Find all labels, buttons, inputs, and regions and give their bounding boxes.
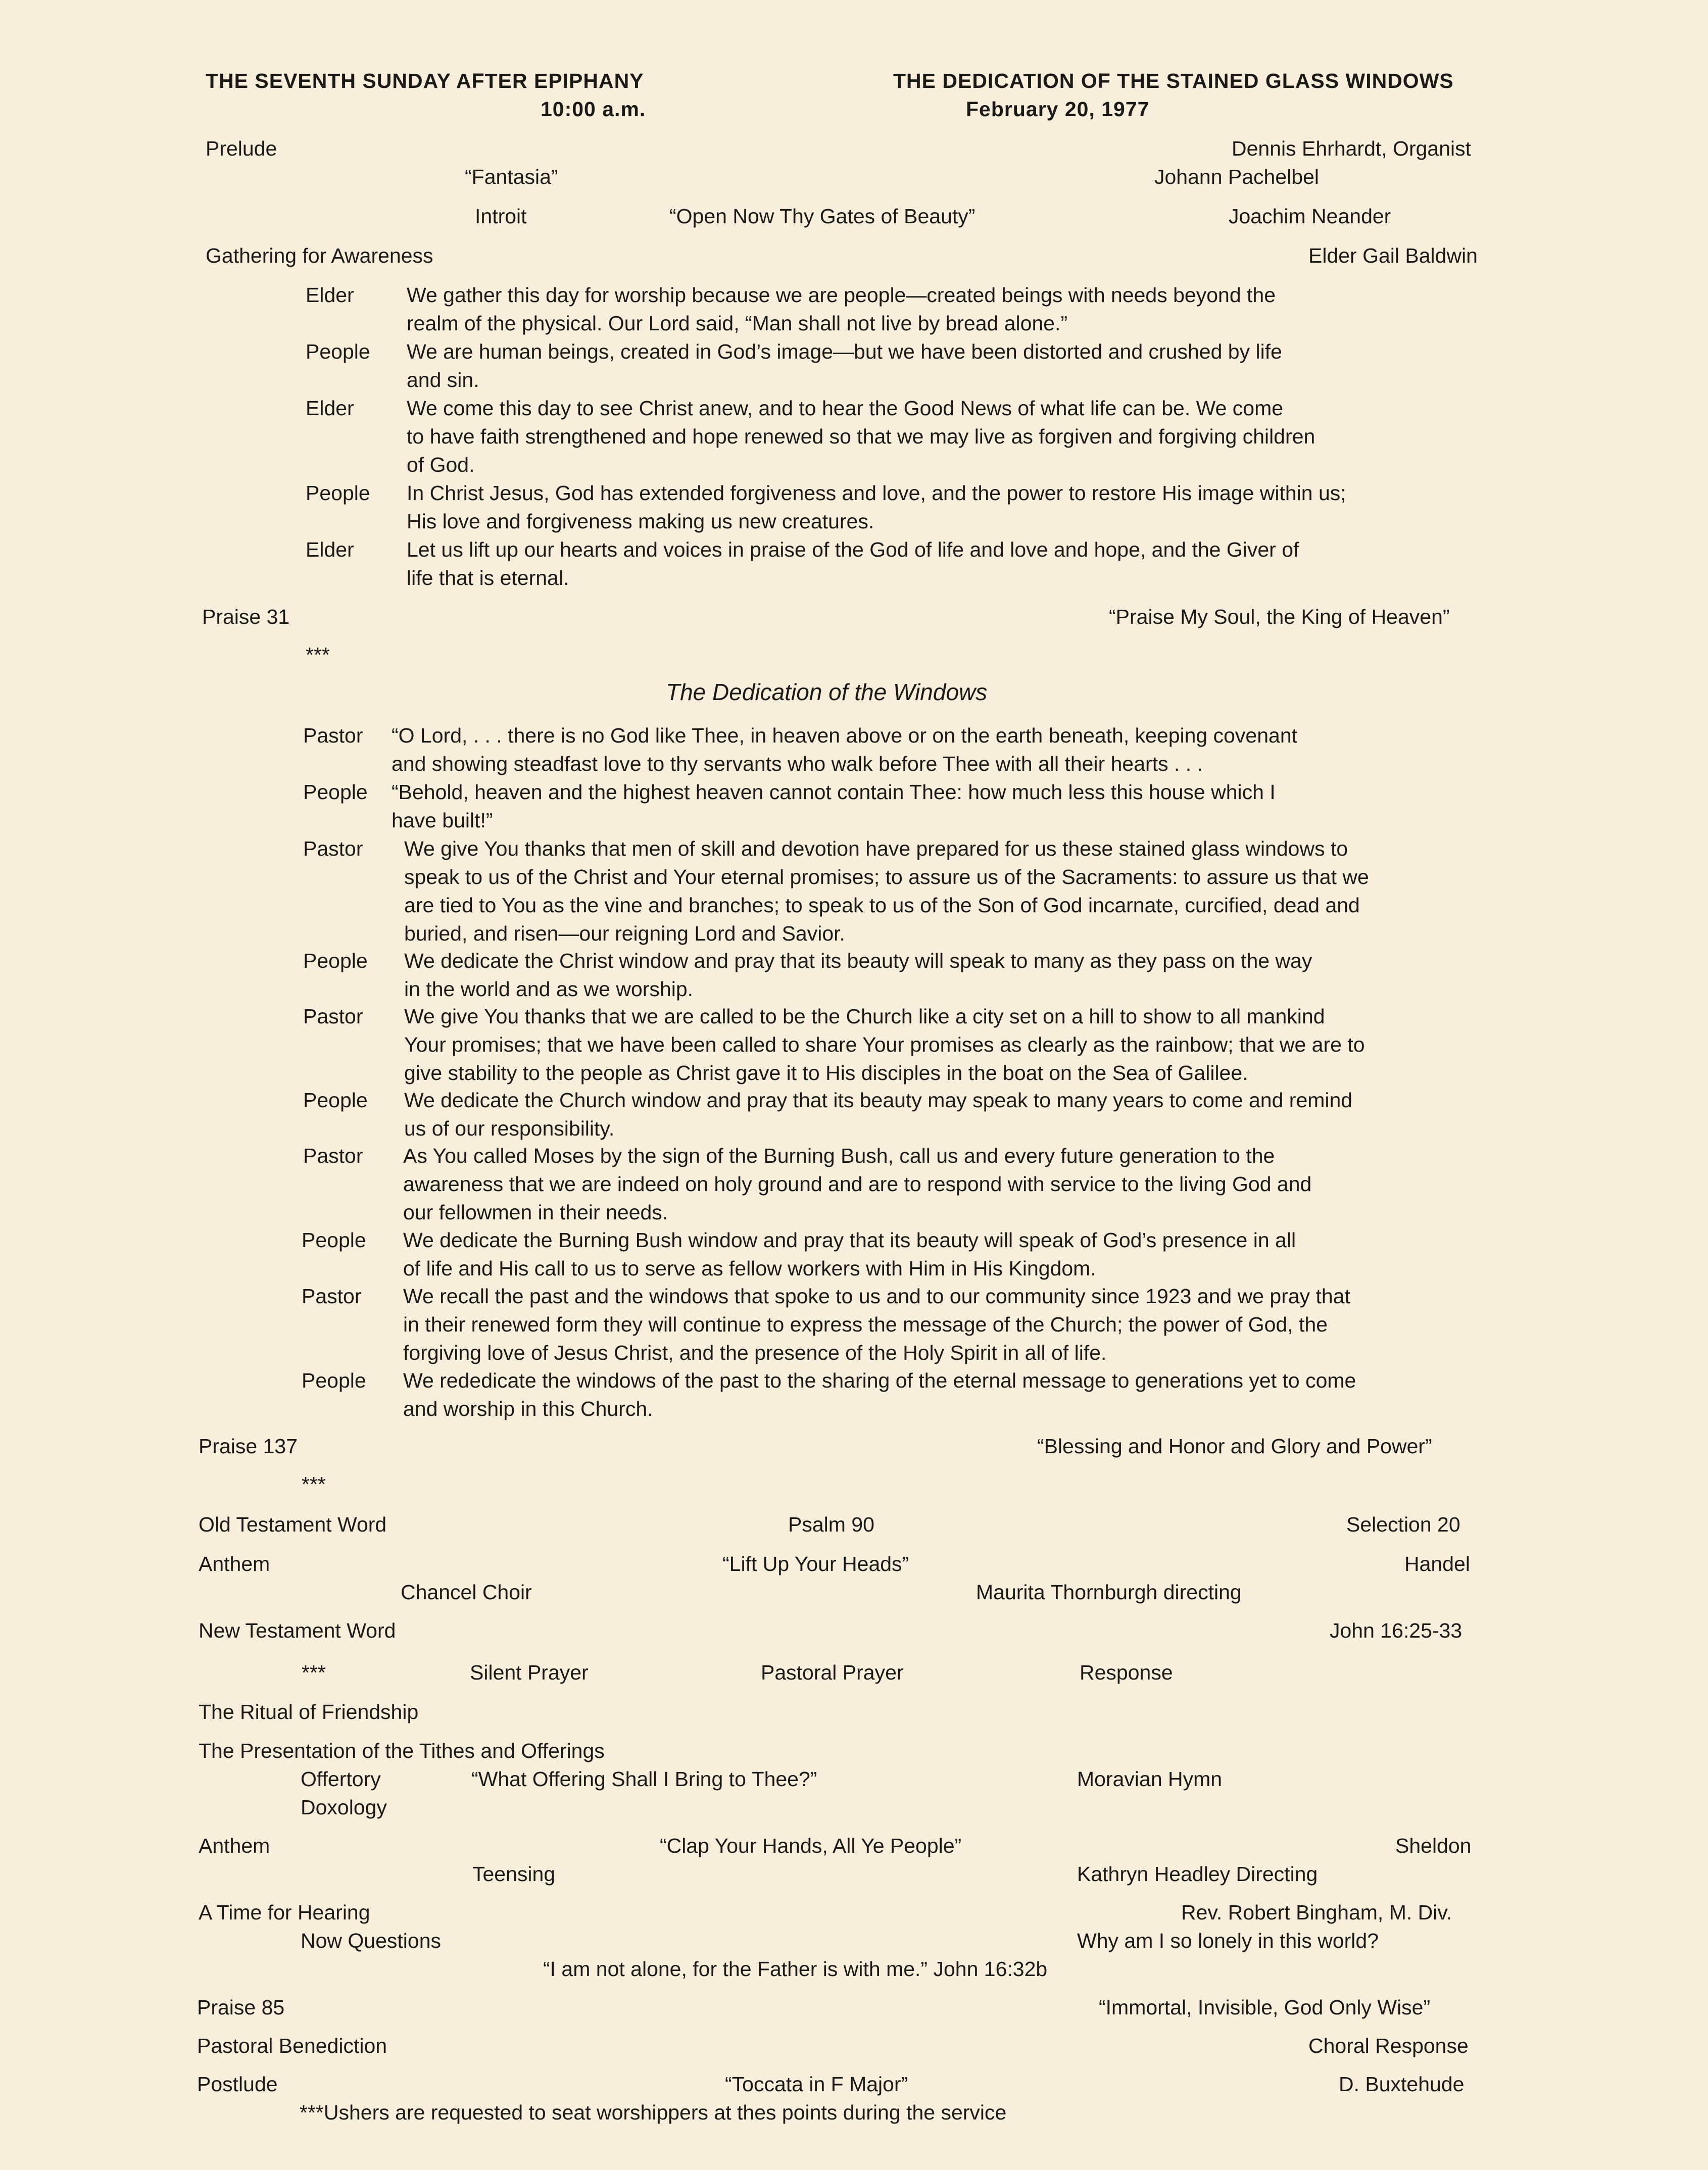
litany-text: “O Lord, . . . there is no God like Thee, in heaven above or on the earth beneath, keeping covenant and showing steadfast love to thy servants who walk before Thee with all their hearts . . . — [392, 724, 1298, 775]
usher-marker: *** — [302, 1661, 326, 1684]
litany-role: People — [303, 780, 368, 804]
friendship-ritual: The Ritual of Friendship — [199, 1700, 419, 1723]
litany-text: We recall the past and the windows that spoke to us and to our community since 1923 and we pray that in their renewed form they will continue to express the message of the Church; the power of God, the forgiving love of Jesus Christ, and the presence of the Holy Spirit in all of life. — [403, 1285, 1350, 1364]
postlude-title: “Toccata in F Major” — [725, 2073, 908, 2096]
litany-text: We are human beings, created in God’s image—but we have been distorted and crushed by life and sin. — [407, 340, 1282, 391]
litany-role: People — [306, 340, 370, 363]
nt-reading: John 16:25-33 — [1330, 1619, 1462, 1642]
litany-text: Let us lift up our hearts and voices in praise of the God of life and love and hope, and the Giver of life that is eternal. — [407, 538, 1299, 589]
introit-label: Introit — [475, 205, 527, 228]
anthem-composer: Handel — [1404, 1552, 1470, 1575]
hearing-sublabel: Now Questions — [301, 1929, 442, 1952]
anthem-label: Anthem — [199, 1834, 270, 1857]
prelude-composer: Johann Pachelbel — [1154, 165, 1319, 188]
pastoral-prayer: Pastoral Prayer — [761, 1661, 904, 1684]
anthem-composer: Sheldon — [1395, 1834, 1472, 1857]
introit-composer: Joachim Neander — [1229, 205, 1391, 228]
prayer-response: Response — [1080, 1661, 1173, 1684]
litany-role: People — [306, 481, 370, 505]
litany-role: Pastor — [303, 1005, 363, 1028]
benediction-label: Pastoral Benediction — [197, 2034, 387, 2057]
usher-marker: *** — [306, 643, 330, 666]
litany-text: We give You thanks that we are called to be the Church like a city set on a hill to show to all mankind Your promises; that we have been called to share Your promises as clearly as the rainbow; that we are to give stability to the people as Christ gave it to His disciples in the boat on the Sea of Galilee. — [404, 1005, 1365, 1084]
ot-word-label: Old Testament Word — [199, 1513, 387, 1536]
doxology: Doxology — [301, 1796, 387, 1819]
litany-text: In Christ Jesus, God has extended forgiveness and love, and the power to restore His image within us; His love and forgiveness making us new creatures. — [407, 481, 1346, 533]
tithes-label: The Presentation of the Tithes and Offerings — [199, 1739, 605, 1762]
litany-text: We rededicate the windows of the past to the sharing of the eternal message to generations yet to come and worship in this Church. — [403, 1369, 1356, 1420]
gathering-leader: Elder Gail Baldwin — [1308, 244, 1478, 267]
litany-text: As You called Moses by the sign of the Burning Bush, call us and every future generation to the awareness that we are indeed on holy ground and are to respond with service to the living God and our fellowmen in their needs. — [403, 1144, 1312, 1224]
praise-31-label: Praise 31 — [202, 605, 290, 628]
prelude-label: Prelude — [206, 137, 277, 160]
choir-name: Chancel Choir — [401, 1581, 532, 1604]
litany-text: We dedicate the Christ window and pray that its beauty will speak to many as they pass on the way in the world and as we worship. — [404, 949, 1312, 1001]
service-title: THE SEVENTH SUNDAY AFTER EPIPHANY — [206, 69, 644, 92]
litany-text: We come this day to see Christ anew, and to hear the Good News of what life can be. We come to have faith strengthened and hope renewed so that we may live as forgiven and forgiving children of God. — [407, 397, 1315, 476]
litany-role: Elder — [306, 283, 354, 307]
anthem-label: Anthem — [199, 1552, 270, 1575]
litany-text: We dedicate the Burning Bush window and pray that its beauty will speak of God’s presence in all of life and His call to us to serve as fellow workers with Him in His Kingdom. — [403, 1228, 1296, 1280]
service-date: February 20, 1977 — [966, 97, 1150, 121]
litany-role: People — [302, 1369, 366, 1392]
gathering-label: Gathering for Awareness — [206, 244, 433, 267]
prelude-piece: “Fantasia” — [465, 165, 558, 188]
litany-role: Elder — [306, 538, 354, 561]
litany-role: Pastor — [302, 1285, 362, 1308]
postlude-composer: D. Buxtehude — [1339, 2073, 1465, 2096]
offertory-label: Offertory — [301, 1767, 381, 1791]
choir-director: Maurita Thornburgh directing — [976, 1581, 1242, 1604]
anthem-title: “Lift Up Your Heads” — [722, 1552, 909, 1575]
usher-marker: *** — [302, 1472, 326, 1496]
praise-85-title: “Immortal, Invisible, God Only Wise” — [1099, 1996, 1431, 2019]
nt-word-label: New Testament Word — [199, 1619, 396, 1642]
praise-137-label: Praise 137 — [199, 1435, 298, 1458]
litany-role: People — [303, 949, 368, 972]
postlude-label: Postlude — [197, 2073, 278, 2096]
praise-137-title: “Blessing and Honor and Glory and Power” — [1037, 1435, 1432, 1458]
introit-title: “Open Now Thy Gates of Beauty” — [669, 205, 975, 228]
litany-text: “Behold, heaven and the highest heaven cannot contain Thee: how much less this house which I have built!” — [392, 780, 1276, 832]
sermon-quote: “I am not alone, for the Father is with me.” John 16:32b — [543, 1957, 1048, 1981]
litany-role: Pastor — [303, 1144, 363, 1167]
litany-role: Elder — [306, 397, 354, 420]
hearing-speaker: Rev. Robert Bingham, M. Div. — [1181, 1901, 1452, 1924]
dedication-title: THE DEDICATION OF THE STAINED GLASS WINDOWS — [893, 69, 1454, 92]
ot-selection: Selection 20 — [1346, 1513, 1460, 1536]
organist: Dennis Ehrhardt, Organist — [1232, 137, 1472, 160]
litany-role: Pastor — [303, 837, 363, 860]
choir-name: Teensing — [472, 1862, 556, 1886]
offertory-source: Moravian Hymn — [1077, 1767, 1223, 1791]
ot-reading: Psalm 90 — [788, 1513, 874, 1536]
usher-footnote: ***Ushers are requested to seat worshippers at thes points during the service — [300, 2101, 1007, 2124]
litany-role: People — [303, 1089, 368, 1112]
service-time: 10:00 a.m. — [541, 97, 646, 121]
sermon-question: Why am I so lonely in this world? — [1077, 1929, 1379, 1952]
litany-text: We dedicate the Church window and pray that its beauty may speak to many years to come and remind us of our responsibility. — [404, 1089, 1353, 1140]
silent-prayer: Silent Prayer — [470, 1661, 589, 1684]
praise-31-title: “Praise My Soul, the King of Heaven” — [1109, 605, 1450, 628]
praise-85-label: Praise 85 — [197, 1996, 285, 2019]
anthem-title: “Clap Your Hands, All Ye People” — [660, 1834, 962, 1857]
litany-role: People — [302, 1228, 366, 1252]
dedication-heading: The Dedication of the Windows — [666, 679, 988, 705]
offertory-title: “What Offering Shall I Bring to Thee?” — [471, 1767, 817, 1791]
litany-text: We gather this day for worship because we are people—created beings with needs beyond the realm of the physical. Our Lord said, “Man shall not live by bread alone.” — [407, 283, 1276, 335]
choir-director: Kathryn Headley Directing — [1077, 1862, 1318, 1886]
litany-role: Pastor — [303, 724, 363, 747]
choral-response: Choral Response — [1308, 2034, 1469, 2057]
litany-text: We give You thanks that men of skill and devotion have prepared for us these stained glass windows to speak to us of the Christ and Your eternal promises; to assure us of the Sacraments: to assure us that we are tied to You as the vine and branches; to speak to us of the Son of God incarnate, curcified, dead and buried, and risen—our reigning Lord and Savior. — [404, 837, 1369, 945]
hearing-label: A Time for Hearing — [199, 1901, 370, 1924]
